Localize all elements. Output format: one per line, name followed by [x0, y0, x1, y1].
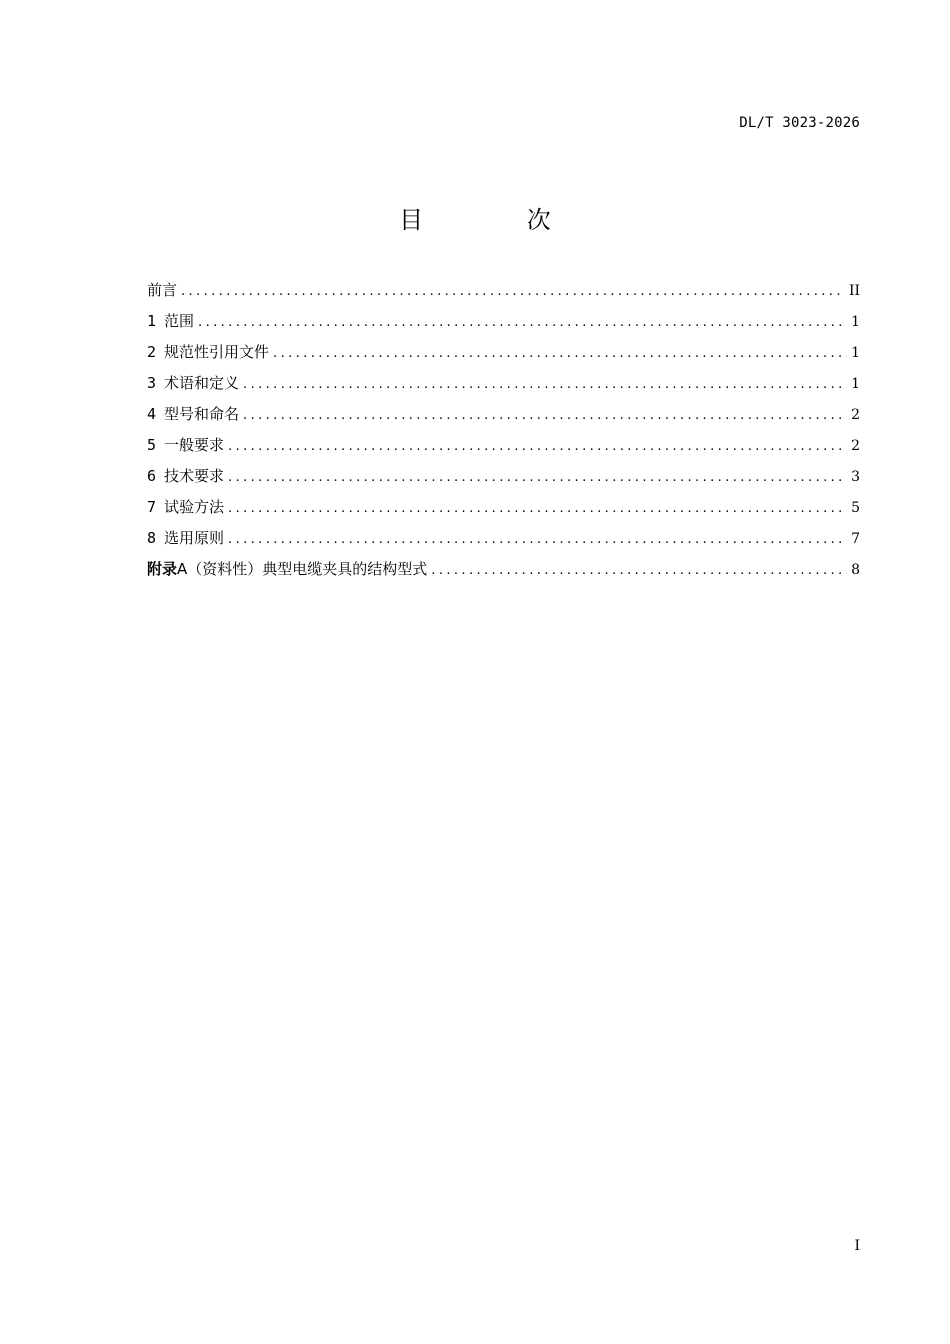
- toc-entry-label: 技术要求: [164, 467, 225, 485]
- toc-leader: [431, 563, 847, 578]
- toc-entry-number: 1: [147, 312, 157, 330]
- toc-entry-label: A（资料性）典型电缆夹具的结构型式: [177, 560, 428, 578]
- toc-entry-terms[interactable]: [147, 372, 860, 403]
- toc-entry-label: 规范性引用文件: [164, 343, 270, 361]
- toc-entry-label: 型号和命名: [164, 405, 240, 423]
- toc-entry-page: 2: [851, 407, 860, 423]
- toc-entry-label: 选用原则: [164, 529, 225, 547]
- toc-entry-annex-lead: 附录: [147, 560, 178, 578]
- toc-leader: [181, 284, 845, 299]
- toc-leader: [243, 377, 847, 392]
- toc-entry-annex-a[interactable]: [147, 558, 860, 589]
- toc-leader: [243, 408, 847, 423]
- toc-entry-label: 前言: [147, 281, 178, 299]
- toc-entry-page: 5: [851, 500, 860, 516]
- toc-leader: [198, 315, 847, 330]
- toc-entry-number: 4: [147, 405, 157, 423]
- standard-code: DL/T 3023-2026: [739, 115, 860, 131]
- page-number: I: [854, 1238, 860, 1254]
- toc-entry-number: 6: [147, 467, 157, 485]
- toc-entry-page: 1: [851, 376, 860, 392]
- toc-entry-test-methods[interactable]: [147, 496, 860, 527]
- toc-entry-preface[interactable]: [147, 279, 860, 310]
- toc-entry-page: 2: [851, 438, 860, 454]
- toc-entry-number: 2: [147, 343, 157, 361]
- toc-entry-number: 5: [147, 436, 157, 454]
- toc-entry-technical-requirements[interactable]: [147, 465, 860, 496]
- toc-entry-label: 术语和定义: [164, 374, 240, 392]
- toc-entry-normative-references[interactable]: [147, 341, 860, 372]
- toc-entry-label: 试验方法: [164, 498, 225, 516]
- toc-entry-scope[interactable]: [147, 310, 860, 341]
- toc-entry-label: 范围: [164, 312, 195, 330]
- toc-entry-number: 7: [147, 498, 157, 516]
- table-of-contents: [147, 279, 860, 589]
- toc-leader: [228, 439, 847, 454]
- toc-entry-page: 1: [851, 314, 860, 330]
- toc-entry-page: 7: [851, 531, 860, 547]
- toc-leader: [228, 532, 847, 547]
- toc-entry-label: 一般要求: [164, 436, 225, 454]
- toc-leader: [228, 501, 847, 516]
- toc-entry-page: 1: [851, 345, 860, 361]
- toc-leader: [228, 470, 847, 485]
- toc-entry-selection-principles[interactable]: [147, 527, 860, 558]
- toc-entry-model-naming[interactable]: [147, 403, 860, 434]
- toc-entry-page: II: [848, 283, 860, 299]
- toc-leader: [273, 346, 847, 361]
- toc-entry-number: 3: [147, 374, 157, 392]
- page-title: 目 次: [399, 206, 599, 234]
- toc-entry-general-requirements[interactable]: [147, 434, 860, 465]
- toc-entry-number: 8: [147, 529, 157, 547]
- toc-entry-page: 8: [851, 562, 860, 578]
- toc-entry-page: 3: [851, 469, 860, 485]
